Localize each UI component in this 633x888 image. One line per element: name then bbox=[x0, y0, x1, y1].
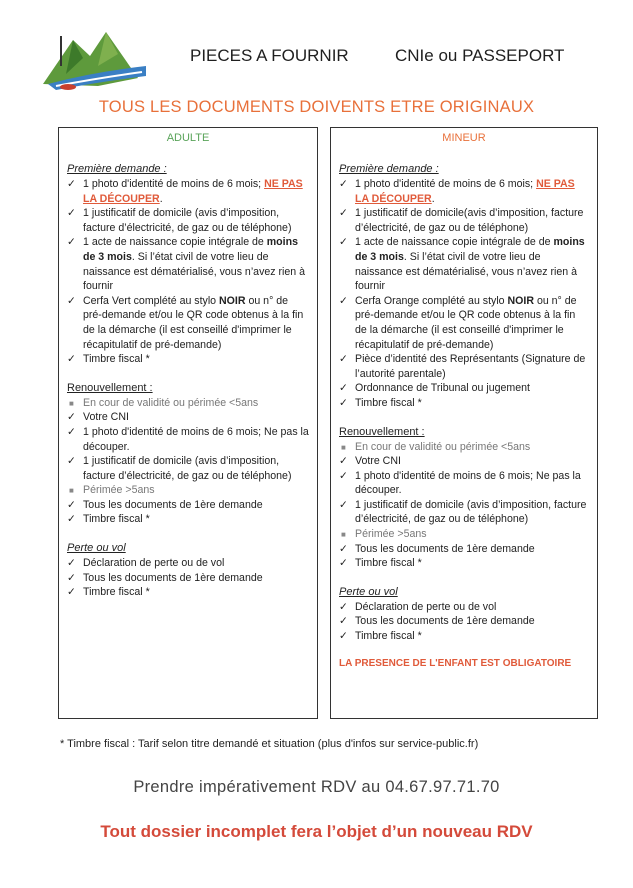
item-text-bold: NOIR bbox=[507, 294, 534, 307]
adulte-renouvellement-title: Renouvellement : bbox=[67, 381, 153, 394]
list-item bbox=[339, 454, 589, 469]
item-text-bold: moins de 3 mois bbox=[83, 236, 298, 263]
item-text: ou n° de pré-demande et/ou le QR code obtenus à la fin de la démarche (il est conseillé d'imprimer le récapitulatif de pré-demande) bbox=[355, 294, 577, 351]
item-text: Ordonnance de Tribunal ou jugement bbox=[355, 382, 530, 395]
adulte-column bbox=[58, 127, 318, 719]
list-item bbox=[339, 556, 589, 571]
list-item bbox=[339, 614, 589, 629]
check-icon: ✓ bbox=[339, 615, 348, 628]
check-icon: ✓ bbox=[67, 425, 76, 438]
item-text: En cour de validité ou périmée <5ans bbox=[355, 440, 531, 453]
list-item bbox=[67, 571, 309, 586]
list-item bbox=[67, 352, 309, 367]
timbre-footnote: * Timbre fiscal : Tarif selon titre demandé et situation (plus d'infos sur service-public.fr) bbox=[60, 738, 479, 750]
item-text-pre: 1 acte de naissance copie intégrale de bbox=[83, 236, 267, 249]
header-document-type: CNIe ou PASSEPORT bbox=[395, 46, 565, 65]
item-text: Déclaration de perte ou de vol bbox=[355, 600, 497, 613]
check-icon: ✓ bbox=[67, 498, 76, 511]
check-icon: ✓ bbox=[339, 178, 348, 190]
check-icon: ✓ bbox=[67, 236, 76, 249]
item-text: ou n° de pré-demande et/ou le QR code obtenus à la fin de la démarche (il est conseillé d'imprimer le récapitulatif de pré-demande) bbox=[83, 294, 304, 351]
check-icon: ✓ bbox=[339, 498, 348, 511]
item-text-warning: NE PAS LA DÉCOUPER bbox=[83, 178, 303, 205]
check-icon: ✓ bbox=[339, 469, 348, 482]
check-icon: ✓ bbox=[339, 600, 348, 613]
originals-banner: TOUS LES DOCUMENTS DOIVENTS ETRE ORIGINAUX bbox=[98, 98, 535, 116]
check-icon: ✓ bbox=[339, 294, 348, 307]
item-text-pre: Cerfa Vert complété au stylo bbox=[83, 294, 220, 307]
list-item bbox=[339, 600, 589, 615]
rdv-phone: Prendre impérativement RDV au 04.67.97.71.70 bbox=[133, 778, 500, 796]
list-item bbox=[67, 294, 309, 352]
item-text-suffix: . bbox=[159, 192, 163, 205]
item-text: 1 justificatif de domicile (avis d’imposition, facture d’électricité, de gaz ou de téléphone) bbox=[83, 455, 292, 482]
item-text: En cour de validité ou périmée <5ans bbox=[83, 396, 259, 409]
item-text-warning: NE PAS LA DÉCOUPER bbox=[355, 178, 575, 205]
mineur-perte-title: Perte ou vol bbox=[339, 585, 398, 598]
list-item bbox=[67, 585, 309, 600]
list-item bbox=[339, 381, 589, 396]
list-item bbox=[67, 483, 309, 498]
list-item bbox=[67, 410, 309, 425]
child-presence-warning: LA PRESENCE DE L'ENFANT EST OBLIGATOIRE bbox=[339, 657, 572, 669]
item-text-suffix: . bbox=[431, 192, 435, 205]
check-icon: ✓ bbox=[67, 513, 76, 526]
list-item bbox=[67, 454, 309, 483]
item-text: Timbre fiscal * bbox=[355, 557, 422, 570]
list-item bbox=[67, 556, 309, 571]
adulte-perte-list bbox=[67, 556, 309, 600]
mineur-premiere-title: Première demande : bbox=[339, 163, 439, 175]
check-icon: ✓ bbox=[339, 557, 348, 570]
adulte-premiere-list bbox=[67, 177, 309, 367]
item-text: Timbre fiscal * bbox=[83, 513, 150, 526]
item-text: Périmée >5ans bbox=[355, 528, 427, 541]
list-item bbox=[67, 498, 309, 513]
check-icon: ✓ bbox=[67, 411, 76, 424]
check-icon: ✓ bbox=[67, 294, 76, 307]
item-text: Votre CNI bbox=[83, 411, 129, 424]
adulte-renouvellement-list bbox=[67, 396, 309, 527]
adulte-premiere-title: Première demande : bbox=[67, 163, 167, 175]
mineur-renouvellement-title: Renouvellement : bbox=[339, 425, 425, 438]
item-text: 1 photo d'identité de moins de 6 mois; bbox=[83, 178, 265, 190]
square-bullet-icon: ■ bbox=[341, 530, 346, 540]
list-item bbox=[339, 396, 589, 411]
list-item bbox=[339, 469, 589, 498]
list-item bbox=[339, 440, 589, 455]
check-icon: ✓ bbox=[67, 571, 76, 584]
mineur-title: MINEUR bbox=[442, 132, 486, 144]
square-bullet-icon: ■ bbox=[69, 398, 74, 408]
mineur-perte-list bbox=[339, 600, 589, 644]
check-icon: ✓ bbox=[339, 236, 348, 249]
item-text: . Si l’état civil de votre lieu de naissance est dématérialisé, vous n’avez rien à fournir bbox=[355, 250, 577, 293]
list-item bbox=[67, 206, 309, 235]
item-text: Timbre fiscal * bbox=[355, 396, 422, 409]
item-text: Votre CNI bbox=[355, 455, 401, 468]
item-text: Déclaration de perte ou de vol bbox=[83, 557, 225, 570]
item-text: 1 justificatif de domicile(avis d’imposition, facture d’électricité, de gaz ou de téléphone) bbox=[355, 207, 584, 234]
item-text-pre: Cerfa Orange complété au stylo bbox=[355, 294, 508, 307]
list-item bbox=[339, 177, 589, 206]
item-text: Tous les documents de 1ère demande bbox=[83, 571, 263, 584]
check-icon: ✓ bbox=[339, 542, 348, 555]
item-text: 1 photo d'identité de moins de 6 mois; Ne pas la découper. bbox=[355, 469, 581, 497]
item-text: Périmée >5ans bbox=[83, 484, 155, 497]
check-icon: ✓ bbox=[339, 353, 348, 366]
item-text-bold: moins de 3 mois bbox=[355, 236, 585, 263]
list-item bbox=[339, 235, 589, 293]
mineur-renouvellement-list bbox=[339, 440, 589, 571]
list-item bbox=[67, 396, 309, 411]
check-icon: ✓ bbox=[67, 455, 76, 468]
list-item bbox=[339, 352, 589, 381]
list-item bbox=[67, 425, 309, 454]
list-item bbox=[339, 527, 589, 542]
adulte-title: ADULTE bbox=[166, 132, 210, 144]
check-icon: ✓ bbox=[67, 178, 76, 190]
check-icon: ✓ bbox=[339, 455, 348, 468]
item-text: . Si l’état civil de votre lieu de naissance est dématérialisé, vous n’avez rien à fournir bbox=[83, 250, 305, 293]
list-item bbox=[67, 177, 309, 206]
check-icon: ✓ bbox=[67, 557, 76, 570]
mineur-premiere-list bbox=[339, 177, 589, 411]
item-text: Pièce d’identité des Représentants (Signature de l’autorité parentale) bbox=[355, 353, 586, 380]
header-pieces: PIECES A FOURNIR bbox=[190, 46, 349, 65]
item-text-pre: 1 acte de naissance copie intégrale de de bbox=[355, 236, 554, 249]
item-text: Timbre fiscal * bbox=[83, 353, 150, 366]
item-text: Timbre fiscal * bbox=[83, 586, 150, 599]
item-text: 1 justificatif de domicile (avis d’imposition, facture d’électricité, de gaz ou de téléphone) bbox=[355, 498, 587, 526]
square-bullet-icon: ■ bbox=[341, 442, 346, 452]
list-item bbox=[339, 542, 589, 557]
item-text: 1 photo d'identité de moins de 6 mois; bbox=[355, 178, 537, 190]
incomplete-warning: Tout dossier incomplet fera l’objet d’un nouveau RDV bbox=[100, 822, 533, 841]
check-icon: ✓ bbox=[339, 382, 348, 395]
check-icon: ✓ bbox=[67, 586, 76, 599]
item-text: Timbre fiscal * bbox=[355, 630, 422, 643]
list-item bbox=[339, 498, 589, 527]
list-item bbox=[67, 512, 309, 527]
check-icon: ✓ bbox=[67, 207, 76, 220]
item-text: 1 justificatif de domicile (avis d’imposition, facture d’électricité, de gaz ou de téléphone) bbox=[83, 207, 292, 234]
mineur-column bbox=[330, 127, 598, 719]
check-icon: ✓ bbox=[339, 630, 348, 643]
check-icon: ✓ bbox=[339, 396, 348, 409]
list-item bbox=[339, 629, 589, 644]
logo bbox=[38, 22, 148, 94]
check-icon: ✓ bbox=[339, 207, 348, 220]
adulte-perte-title: Perte ou vol bbox=[67, 542, 126, 555]
item-text: Tous les documents de 1ère demande bbox=[355, 542, 535, 555]
list-item bbox=[67, 235, 309, 293]
list-item bbox=[339, 294, 589, 352]
check-icon: ✓ bbox=[67, 353, 76, 366]
item-text: Tous les documents de 1ère demande bbox=[355, 615, 535, 628]
item-text-bold: NOIR bbox=[219, 294, 246, 307]
item-text: Tous les documents de 1ère demande bbox=[83, 498, 263, 511]
square-bullet-icon: ■ bbox=[69, 486, 74, 496]
item-text: 1 photo d'identité de moins de 6 mois; Ne pas la découper. bbox=[83, 425, 309, 453]
list-item bbox=[339, 206, 589, 235]
